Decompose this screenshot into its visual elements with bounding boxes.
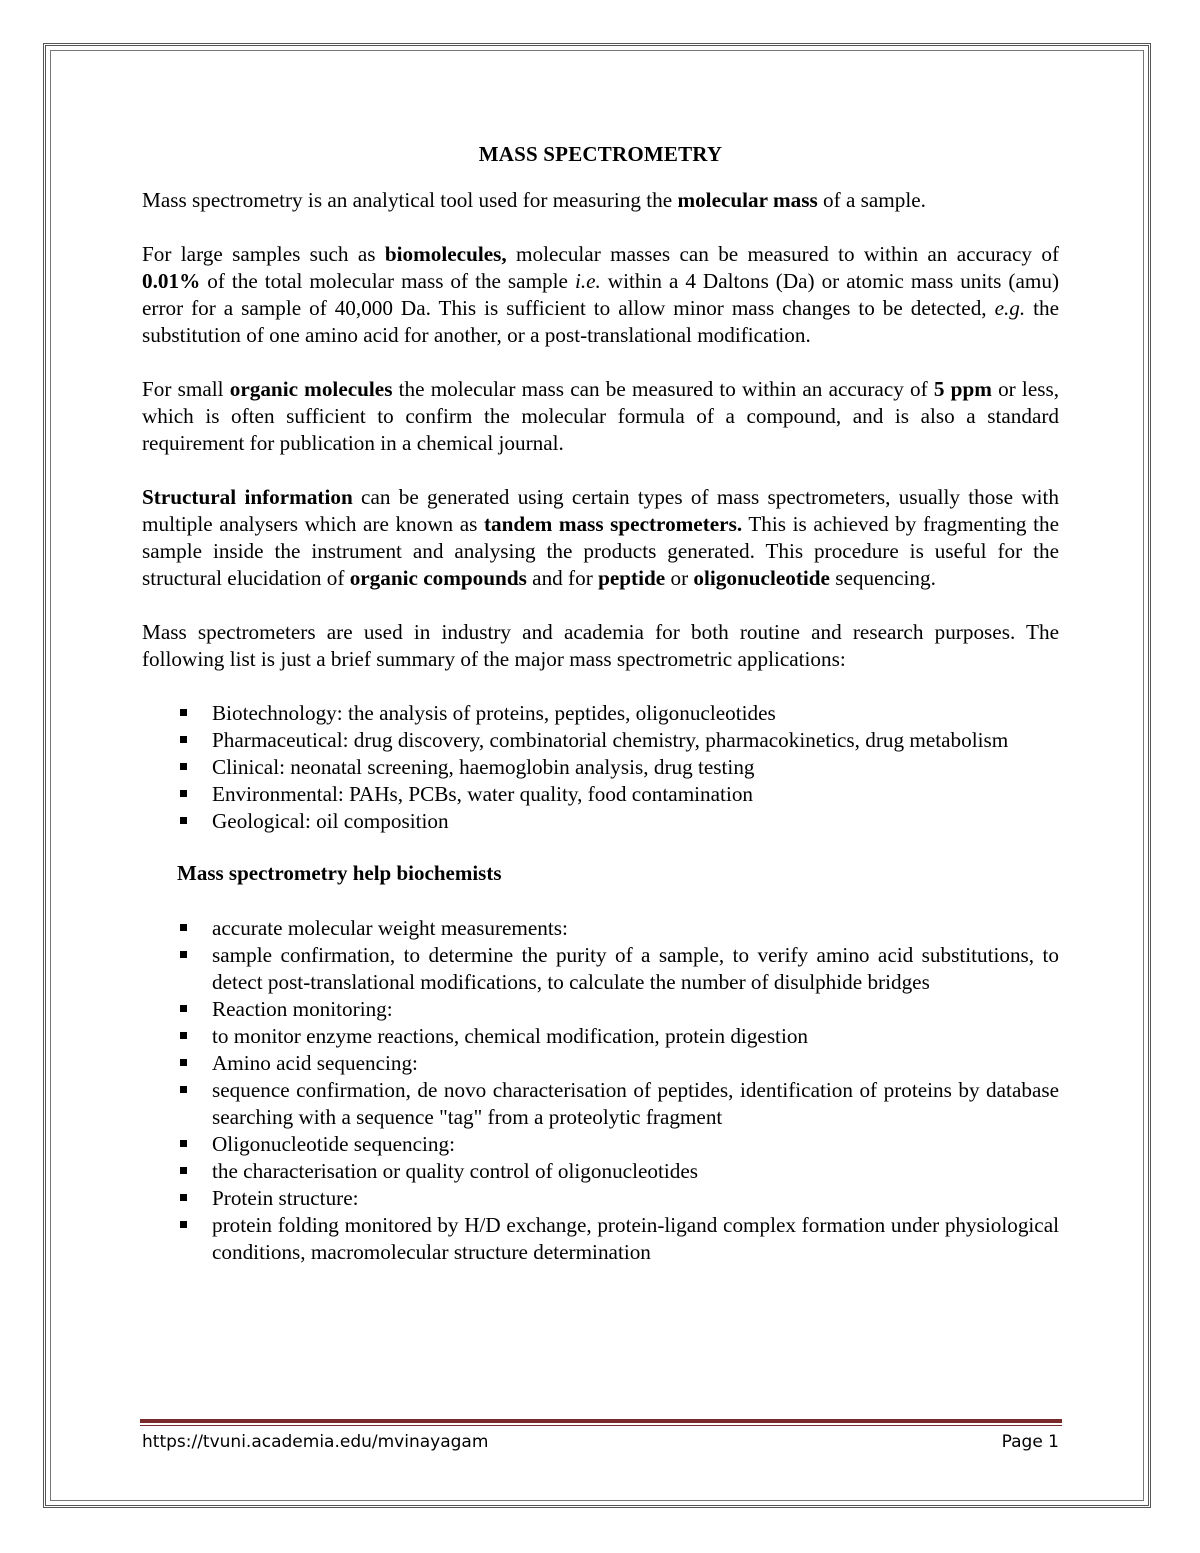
list-item-text: to monitor enzyme reactions, chemical modification, protein digestion — [212, 1024, 809, 1048]
list-item — [212, 1131, 1059, 1158]
list-item — [212, 754, 1059, 781]
text-run: and for — [526, 566, 599, 590]
paragraph-small-molecules — [142, 376, 1059, 457]
square-bullet-icon — [180, 709, 187, 716]
text-run: or less, which is often sufficient to confirm the molecular formula of a compound, and is also a standard requirement for publication in a chemical journal. — [142, 377, 1060, 455]
square-bullet-icon — [180, 736, 187, 743]
bold-term: 0.01% — [142, 269, 201, 293]
list-item — [212, 1077, 1059, 1131]
paragraph-large-samples — [142, 241, 1059, 349]
bold-term: biomolecules, — [384, 242, 507, 266]
list-item-text: Oligonucleotide sequencing: — [212, 1132, 456, 1156]
bold-term: tandem mass spectrometers. — [483, 512, 743, 536]
section-subheading: Mass spectrometry help biochemists — [177, 861, 502, 885]
list-item — [212, 942, 1059, 996]
text-run: of a sample. — [817, 188, 926, 212]
footer-rule-thin — [140, 1425, 1062, 1426]
bold-term: peptide — [598, 566, 666, 590]
square-bullet-icon — [180, 924, 187, 931]
text-run: of the total molecular mass of the sample — [200, 269, 575, 293]
bold-term: molecular mass — [677, 188, 818, 212]
list-item-text: Amino acid sequencing: — [212, 1051, 418, 1075]
bold-term: organic compounds — [349, 566, 527, 590]
square-bullet-icon — [180, 1005, 187, 1012]
list-item-text: Environmental: PAHs, PCBs, water quality, food contamination — [212, 782, 754, 806]
text-run: can be generated using certain types of mass spectrometers, usually those with multiple analysers which are known as — [142, 485, 1059, 536]
list-item-text: Protein structure: — [212, 1186, 359, 1210]
text-run: For large samples such as — [142, 242, 385, 266]
square-bullet-icon — [180, 1086, 187, 1093]
applications-list — [142, 700, 1059, 835]
text-run: within a 4 Daltons (Da) or atomic mass units (amu) error for a sample of 40,000 Da. This is sufficient to allow minor mass changes to be detected, — [142, 269, 1059, 320]
bold-term: organic molecules — [229, 377, 393, 401]
document-title: MASS SPECTROMETRY — [478, 142, 723, 166]
italic-term: e.g. — [994, 296, 1026, 320]
list-item — [212, 808, 1059, 835]
list-item — [212, 700, 1059, 727]
list-item — [212, 915, 1059, 942]
list-item — [212, 1185, 1059, 1212]
square-bullet-icon — [180, 1140, 187, 1147]
list-item — [212, 1023, 1059, 1050]
text-run: This is achieved by fragmenting the sample inside the instrument and analysing the products generated. This procedure is useful for the structural elucidation of — [142, 512, 1059, 590]
text-run: molecular masses can be measured to within an accuracy of — [506, 242, 1060, 266]
list-item-text: Biotechnology: the analysis of proteins, peptides, oligonucleotides — [212, 701, 776, 725]
bold-term: oligonucleotide — [693, 566, 830, 590]
list-item-text: sequence confirmation, de novo characterisation of peptides, identification of proteins by database searching with a sequence "tag" from a proteolytic fragment — [212, 1078, 1059, 1129]
paragraph-intro — [142, 187, 1059, 214]
paragraph-applications-intro: Mass spectrometers are used in industry and academia for both routine and research purposes. The following list is just a brief summary of the major mass spectrometric applications: — [142, 620, 1059, 671]
square-bullet-icon — [180, 1221, 187, 1228]
text-run: the substitution of one amino acid for another, or a post-translational modification. — [142, 296, 1059, 347]
paragraph-structural-info — [142, 484, 1059, 592]
page-footer — [142, 1432, 1059, 1456]
footer-url-link[interactable]: https://tvuni.academia.edu/mvinayagam — [142, 1432, 489, 1452]
list-item-text: the characterisation or quality control of oligonucleotides — [212, 1159, 698, 1183]
list-item — [212, 1212, 1059, 1266]
italic-term: i.e. — [574, 269, 601, 293]
square-bullet-icon — [180, 1194, 187, 1201]
square-bullet-icon — [180, 817, 187, 824]
square-bullet-icon — [180, 1032, 187, 1039]
square-bullet-icon — [180, 1059, 187, 1066]
list-item-text: accurate molecular weight measurements: — [212, 916, 568, 940]
text-run: For small — [142, 377, 230, 401]
text-run: sequencing. — [829, 566, 936, 590]
list-item-text: protein folding monitored by H/D exchange, protein-ligand complex formation under physiological conditions, macromolecular structure determination — [212, 1213, 1059, 1264]
list-item-text: Clinical: neonatal screening, haemoglobin analysis, drug testing — [212, 755, 755, 779]
list-item-text: Reaction monitoring: — [212, 997, 393, 1021]
footer-rule — [140, 1419, 1062, 1423]
document-body — [142, 136, 1059, 1291]
list-item — [212, 1050, 1059, 1077]
text-run: the molecular mass can be measured to within an accuracy of — [392, 377, 934, 401]
page-number: Page 1 — [1001, 1432, 1059, 1452]
list-item-text: Pharmaceutical: drug discovery, combinatorial chemistry, pharmacokinetics, drug metabolism — [212, 728, 1009, 752]
text-run: or — [665, 566, 694, 590]
square-bullet-icon — [180, 790, 187, 797]
list-item-text: sample confirmation, to determine the purity of a sample, to verify amino acid substitutions, to detect post-translational modifications, to calculate the number of disulphide bridges — [212, 943, 1059, 994]
square-bullet-icon — [180, 1167, 187, 1174]
list-item — [212, 727, 1059, 754]
bold-term: Structural information — [142, 485, 353, 509]
list-item — [212, 1158, 1059, 1185]
biochemist-uses-list — [142, 915, 1059, 1266]
list-item — [212, 996, 1059, 1023]
list-item-text: Geological: oil composition — [212, 809, 449, 833]
square-bullet-icon — [180, 951, 187, 958]
text-run: Mass spectrometry is an analytical tool used for measuring the — [142, 188, 678, 212]
bold-term: 5 ppm — [933, 377, 992, 401]
square-bullet-icon — [180, 763, 187, 770]
list-item — [212, 781, 1059, 808]
